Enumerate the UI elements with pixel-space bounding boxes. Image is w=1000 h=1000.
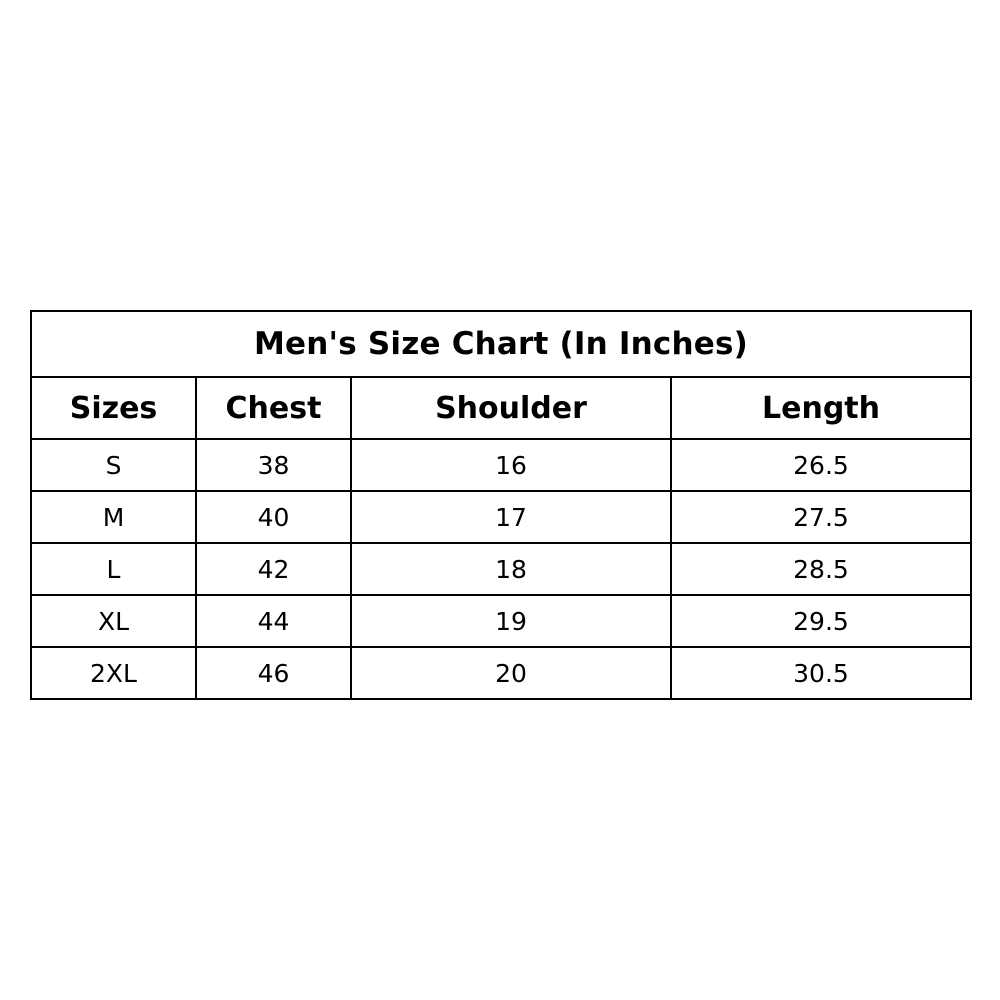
cell-chest: 46 <box>196 647 351 699</box>
table-row <box>31 595 971 647</box>
size-chart-container <box>30 310 970 700</box>
table-row <box>31 491 971 543</box>
column-header-chest: Chest <box>196 377 351 439</box>
cell-shoulder: 20 <box>351 647 671 699</box>
chart-title: Men's Size Chart (In Inches) <box>31 311 971 377</box>
cell-length: 29.5 <box>671 595 971 647</box>
cell-shoulder: 17 <box>351 491 671 543</box>
table-row <box>31 647 971 699</box>
cell-shoulder: 19 <box>351 595 671 647</box>
table-row <box>31 439 971 491</box>
cell-size: XL <box>31 595 196 647</box>
table-header-row <box>31 377 971 439</box>
cell-chest: 40 <box>196 491 351 543</box>
size-chart-table <box>30 310 972 700</box>
cell-size: L <box>31 543 196 595</box>
table-row <box>31 543 971 595</box>
cell-size: 2XL <box>31 647 196 699</box>
cell-length: 30.5 <box>671 647 971 699</box>
cell-chest: 42 <box>196 543 351 595</box>
cell-size: M <box>31 491 196 543</box>
cell-length: 26.5 <box>671 439 971 491</box>
cell-shoulder: 16 <box>351 439 671 491</box>
column-header-length: Length <box>671 377 971 439</box>
cell-length: 28.5 <box>671 543 971 595</box>
column-header-sizes: Sizes <box>31 377 196 439</box>
cell-size: S <box>31 439 196 491</box>
table-title-row <box>31 311 971 377</box>
cell-length: 27.5 <box>671 491 971 543</box>
cell-chest: 38 <box>196 439 351 491</box>
cell-shoulder: 18 <box>351 543 671 595</box>
column-header-shoulder: Shoulder <box>351 377 671 439</box>
cell-chest: 44 <box>196 595 351 647</box>
